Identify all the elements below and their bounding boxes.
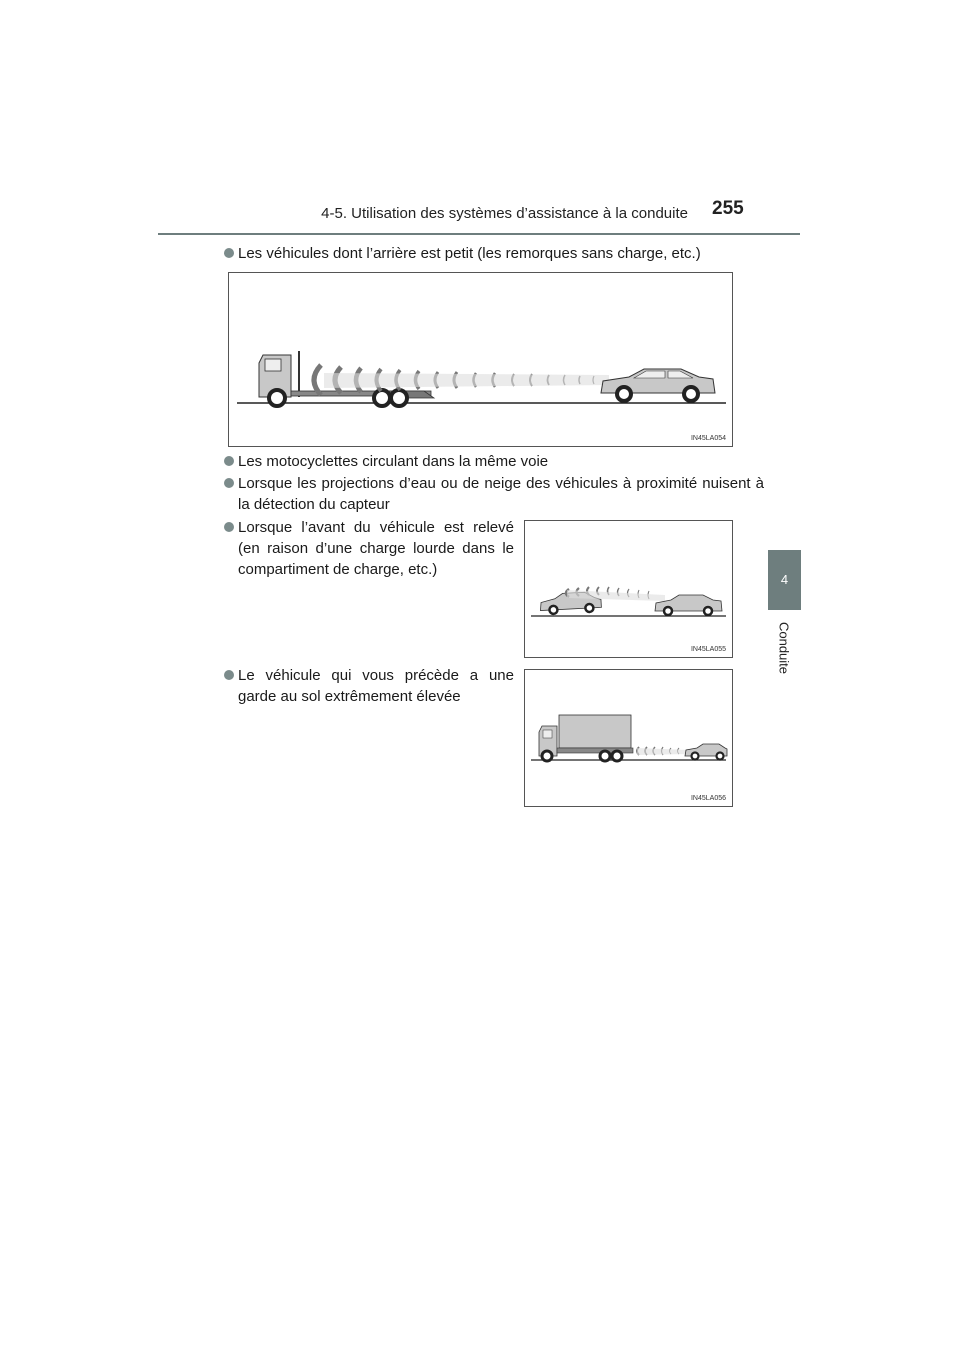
list-item-text: Les véhicules dont l’arrière est petit (les remorques sans charge, etc.) (238, 245, 701, 262)
chapter-label: Conduite (776, 621, 792, 675)
list-item (224, 473, 764, 515)
list-item-text: Le véhicule qui vous précède a une garde au sol extrêmement élevée (238, 667, 514, 705)
bullet-icon (224, 478, 234, 488)
illustration-high-clearance (524, 669, 733, 807)
list-item (224, 451, 764, 472)
raised-front-illustration-svg (525, 521, 732, 657)
illustration-raised-front (524, 520, 733, 658)
page-number: 255 (712, 198, 744, 219)
header-rule (158, 233, 800, 235)
list-item (224, 665, 514, 707)
figure-code: IN45LA056 (690, 795, 726, 802)
list-item-text: Lorsque les projections d’eau ou de neige des véhicules à proximité nuisent à la détection du capteur (238, 475, 764, 513)
list-item (224, 517, 514, 580)
high-clearance-illustration-svg (525, 670, 732, 806)
illustration-trailer (228, 272, 733, 447)
list-item (224, 243, 764, 264)
chapter-tab[interactable]: 4 (768, 550, 801, 610)
figure-code: IN45LA054 (690, 435, 726, 442)
bullet-icon (224, 670, 234, 680)
bullet-icon (224, 248, 234, 258)
figure-code: IN45LA055 (690, 646, 726, 653)
list-item-text: Les motocyclettes circulant dans la même voie (238, 453, 549, 470)
list-item-text: Lorsque l’avant du véhicule est relevé (en raison d’une charge lourde dans le compartiment de charge, etc.) (238, 519, 514, 578)
bullet-icon (224, 522, 234, 532)
section-title: 4-5. Utilisation des systèmes d’assistance à la conduite (321, 205, 688, 222)
trailer-illustration-svg (229, 273, 732, 446)
bullet-icon (224, 456, 234, 466)
